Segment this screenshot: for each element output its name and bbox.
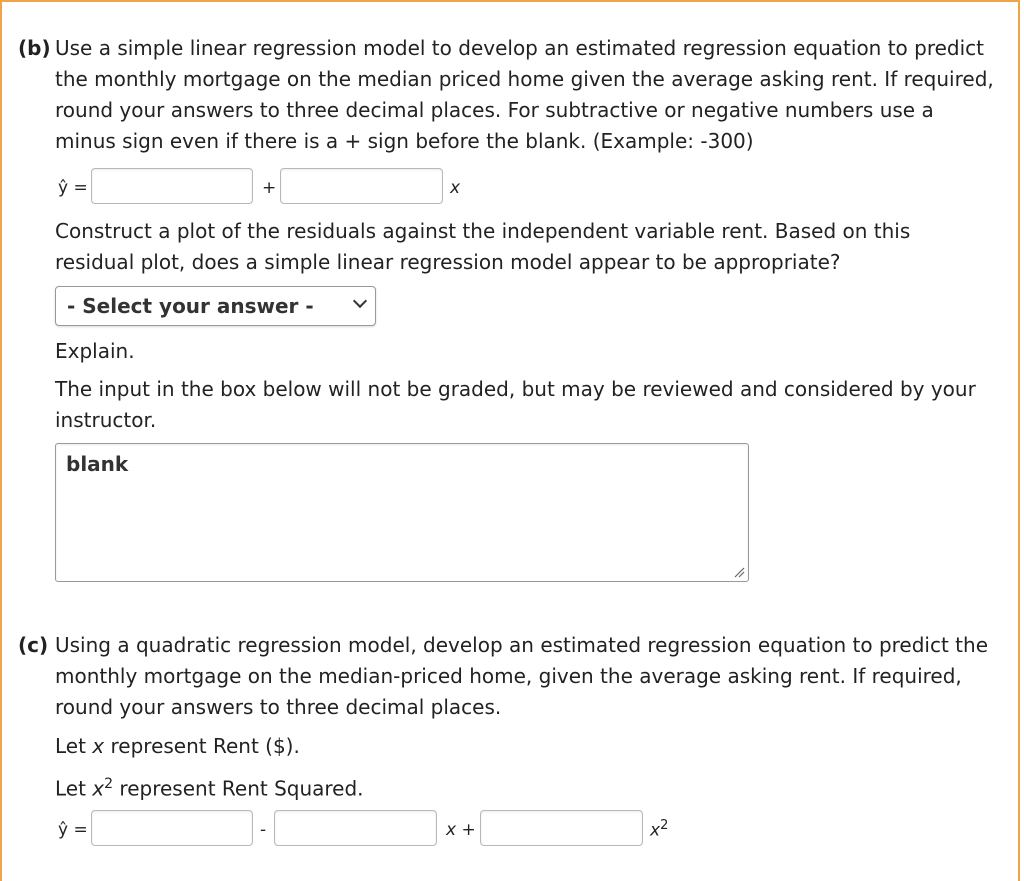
yhat-label-b: ŷ = — [58, 178, 88, 198]
explain-textarea-value: blank — [66, 452, 129, 476]
part-b-question-line-3: round your answers to three decimal places. For subtractive or negative numbers use a — [55, 98, 934, 122]
intercept-input-b[interactable] — [91, 168, 253, 204]
part-b-question-line-1: Use a simple linear regression model to develop an estimated regression equation to predict — [55, 36, 985, 60]
x-squared-exp: 2 — [660, 818, 669, 833]
resize-grip-icon[interactable] — [733, 566, 745, 578]
answer-select-value: - Select your answer - — [67, 294, 314, 318]
part-b-question-line-4: minus sign even if there is a + sign before the blank. (Example: -300) — [55, 129, 754, 153]
let-x-var: x — [92, 734, 105, 758]
intercept-input-c[interactable] — [91, 810, 253, 846]
let-x2-exp: 2 — [104, 776, 114, 792]
part-c-question-line-3: round your answers to three decimal places. — [55, 695, 502, 719]
let-x2-var: x — [92, 776, 105, 801]
x-squared-label-c — [650, 816, 668, 841]
slope-input-b[interactable] — [280, 168, 443, 204]
yhat-label-c: ŷ = — [58, 820, 88, 840]
plus-operator-b: + — [262, 178, 277, 198]
let-x-prefix: Let — [55, 734, 86, 758]
let-x2-prefix: Let — [55, 776, 86, 801]
explain-textarea[interactable] — [55, 443, 749, 582]
explain-label: Explain. — [55, 339, 135, 363]
minus-operator-c: - — [260, 820, 267, 840]
let-x2-suffix: represent Rent Squared. — [119, 776, 364, 801]
chevron-down-icon — [353, 294, 367, 308]
part-c-question-line-1: Using a quadratic regression model, develop an estimated regression equation to predict the — [55, 633, 988, 657]
part-b-label: (b) — [18, 36, 51, 60]
residual-question-line-2: residual plot, does a simple linear regression model appear to be appropriate? — [55, 250, 841, 274]
linear-coef-input-c[interactable] — [274, 810, 437, 846]
part-b-question-line-2: the monthly mortgage on the median priced home given the average asking rent. If required, — [55, 67, 994, 91]
note-line-2: instructor. — [55, 408, 157, 432]
x-plus-label-c — [446, 820, 476, 840]
note-line-1: The input in the box below will not be graded, but may be reviewed and considered by your — [55, 377, 976, 401]
let-x2-line — [55, 769, 364, 805]
x-variable-b: x — [450, 178, 461, 198]
quadratic-coef-input-c[interactable] — [480, 810, 643, 846]
let-x-line — [55, 731, 300, 762]
answer-select[interactable] — [55, 286, 376, 326]
part-c-label: (c) — [18, 633, 49, 657]
residual-question-line-1: Construct a plot of the residuals against the independent variable rent. Based on this — [55, 219, 911, 243]
let-x-suffix: represent Rent ($). — [110, 734, 300, 758]
x-plus-text: x + — [446, 820, 476, 840]
x-squared-var: x — [650, 820, 661, 841]
part-c-question-line-2: monthly mortgage on the median-priced home, given the average asking rent. If required, — [55, 664, 962, 688]
